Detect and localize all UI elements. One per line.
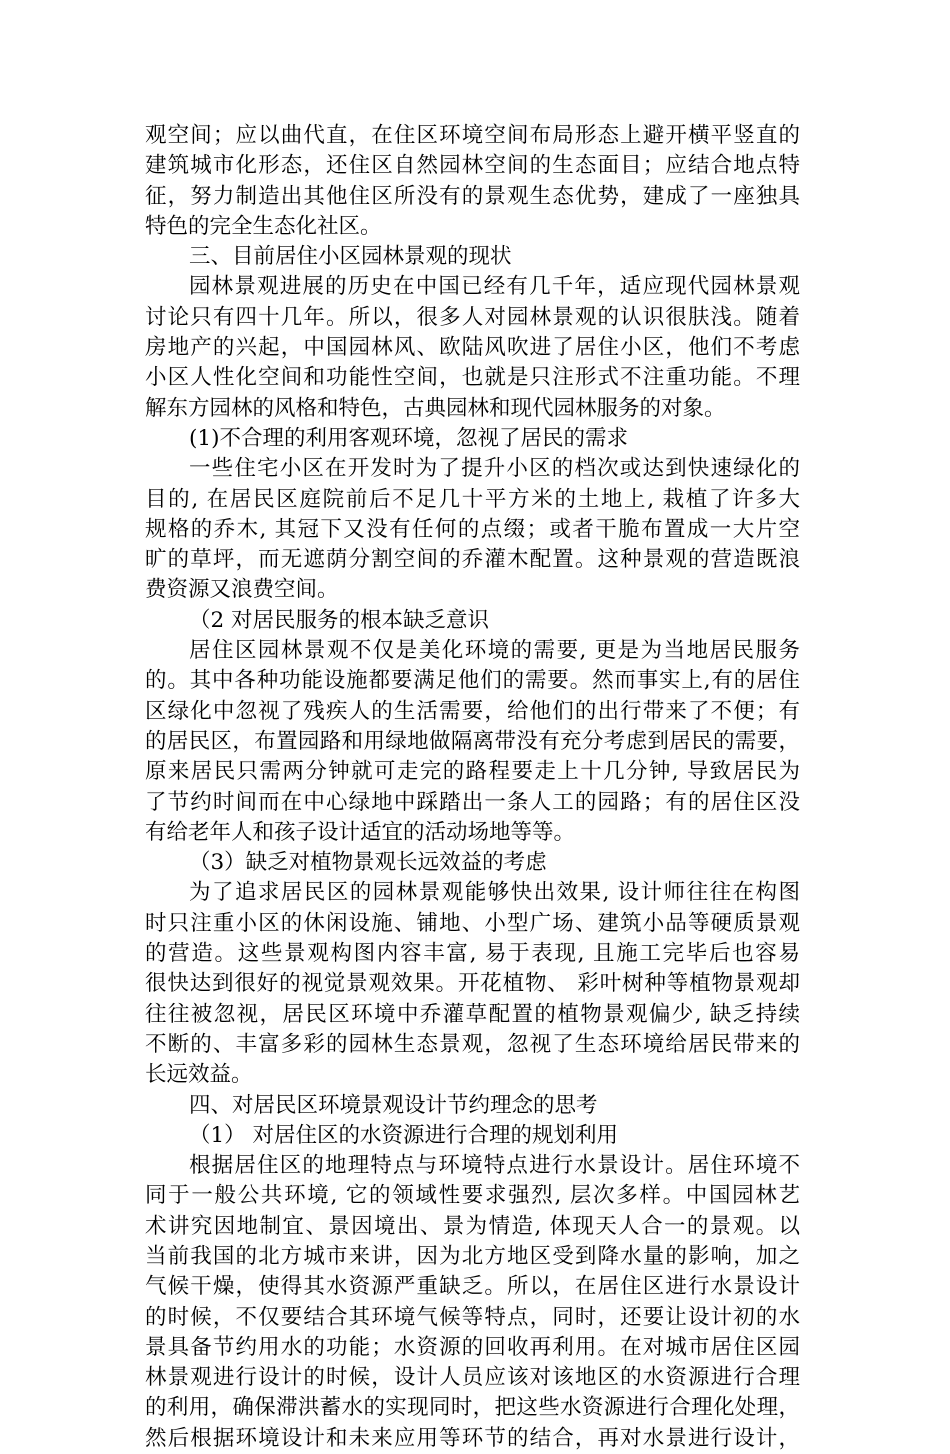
body-line: 建筑城市化形态，还住区自然园林空间的生态面目；应结合地点特 xyxy=(145,153,800,179)
body-line: 居住区园林景观不仅是美化环境的需要, 更是为当地居民服务 xyxy=(189,638,800,664)
body-line: 有给老年人和孩子设计适宜的活动场地等等。 xyxy=(145,819,576,845)
body-line: 为了追求居民区的园林景观能够快出效果, 设计师往往在构图 xyxy=(189,880,800,906)
body-line: 费资源又浪费空间。 xyxy=(145,577,339,603)
body-line: 园林景观进展的历史在中国已经有几千年，适应现代园林景观 xyxy=(189,274,800,300)
body-line: 的利用，确保滞洪蓄水的实现同时，把这些水资源进行合理化处理， xyxy=(145,1395,800,1421)
body-line: 术讲究因地制宜、景因境出、景为情造, 体现天人合一的景观。以 xyxy=(145,1213,800,1239)
body-line: 的。其中各种功能设施都要满足他们的需要。然而事实上,有的居住 xyxy=(145,668,800,694)
section-heading: 四、对居民区环境景观设计节约理念的思考 xyxy=(189,1092,598,1118)
body-line: 讨论只有四十几年。所以，很多人对园林景观的认识很肤浅。随着 xyxy=(145,304,800,330)
body-line: 的时候，不仅要结合其环境气候等特点，同时，还要让设计初的水 xyxy=(145,1304,800,1330)
subsection-heading: （2 对居民服务的根本缺乏意识 xyxy=(189,607,490,633)
body-line: 气候干燥，使得其水资源严重缺乏。所以，在居住区进行水景设计 xyxy=(145,1274,800,1300)
body-line: 当前我国的北方城市来讲，因为北方地区受到降水量的影响，加之 xyxy=(145,1243,800,1269)
body-line: 不断的、丰富多彩的园林生态景观，忽视了生态环境给居民带来的 xyxy=(145,1031,800,1057)
section-heading: 三、目前居住小区园林景观的现状 xyxy=(189,244,512,270)
body-line: 观空间；应以曲代直，在住区环境空间布局形态上避开横平竖直的 xyxy=(145,123,800,148)
subsection-heading: (1)不合理的利用客观环境，忽视了居民的需求 xyxy=(189,425,628,451)
body-line: 同于一般公共环境, 它的领域性要求强烈, 层次多样。中国园林艺 xyxy=(145,1183,800,1209)
body-line: 往往被忽视，居民区环境中乔灌草配置的植物景观偏少, 缺乏持续 xyxy=(145,1001,800,1027)
body-line: 区绿化中忽视了残疾人的生活需要，给他们的出行带来了不便；有 xyxy=(145,698,800,724)
body-line: 规格的乔木, 其冠下又没有任何的点缀；或者干脆布置成一大片空 xyxy=(145,516,800,542)
body-line: 一些住宅小区在开发时为了提升小区的档次或达到快速绿化的 xyxy=(189,456,800,482)
body-line: 特色的完全生态化社区。 xyxy=(145,213,382,239)
body-line: 的居民区，布置园路和用绿地做隔离带没有充分考虑到居民的需要， xyxy=(145,728,800,754)
subsection-heading: （3）缺乏对植物景观长远效益的考虑 xyxy=(189,850,547,876)
body-line: 景具备节约用水的功能；水资源的回收再利用。在对城市居住区园 xyxy=(145,1334,800,1360)
body-line: 然后根据环境设计和未来应用等环节的结合，再对水景进行设计， xyxy=(145,1425,800,1451)
body-line: 旷的草坪，而无遮荫分割空间的乔灌木配置。这种景观的营造既浪 xyxy=(145,547,800,573)
body-line: 目的, 在居民区庭院前后不足几十平方米的土地上, 栽植了许多大 xyxy=(145,486,800,512)
body-line: 时只注重小区的休闲设施、铺地、小型广场、建筑小品等硬质景观 xyxy=(145,910,800,936)
body-line: 了节约时间而在中心绿地中踩踏出一条人工的园路；有的居住区没 xyxy=(145,789,800,815)
body-line: 解东方园林的风格和特色，古典园林和现代园林服务的对象。 xyxy=(145,395,726,421)
body-line: 的营造。这些景观构图内容丰富, 易于表现, 且施工完毕后也容易 xyxy=(145,941,800,967)
body-line: 长远效益。 xyxy=(145,1062,253,1088)
body-line: 小区人性化空间和功能性空间，也就是只注形式不注重功能。不理 xyxy=(145,365,800,391)
subsection-heading: （1） 对居住区的水资源进行合理的规划利用 xyxy=(189,1122,619,1148)
body-line: 征，努力制造出其他住区所没有的景观生态优势，建成了一座独具 xyxy=(145,183,800,209)
body-line: 根据居住区的地理特点与环境特点进行水景设计。居住环境不 xyxy=(189,1153,800,1179)
body-line: 原来居民只需两分钟就可走完的路程要走上十几分钟, 导致居民为 xyxy=(145,759,800,785)
body-line: 房地产的兴起，中国园林风、欧陆风吹进了居住小区，他们不考虑 xyxy=(145,335,800,361)
body-line: 林景观进行设计的时候，设计人员应该对该地区的水资源进行合理 xyxy=(145,1365,800,1391)
body-line: 很快达到很好的视觉景观效果。开花植物、 彩叶树种等植物景观却 xyxy=(145,971,800,997)
